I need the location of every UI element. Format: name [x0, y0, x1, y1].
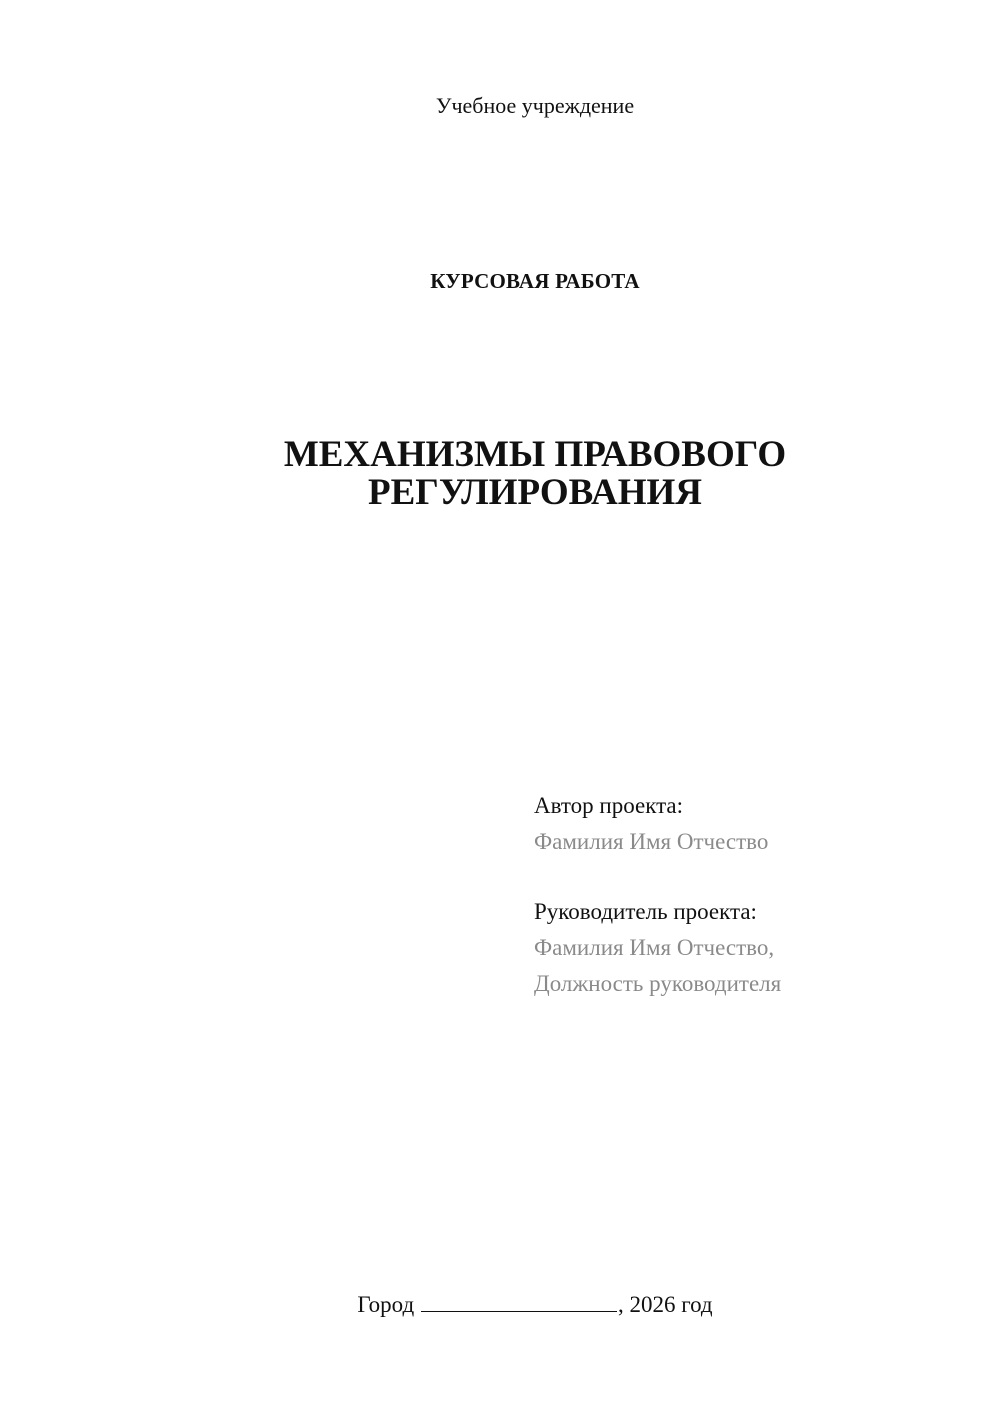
institution-name: Учебное учреждение	[435, 93, 635, 118]
work-type-heading: КУРСОВАЯ РАБОТА	[430, 269, 640, 293]
title-line-2: РЕГУЛИРОВАНИЯ	[368, 472, 702, 513]
year-label: , 2026 год	[617, 1292, 713, 1317]
city-label: Город	[357, 1292, 415, 1317]
city-blank-line	[421, 1289, 617, 1312]
author-label: Автор проекта:	[534, 793, 683, 818]
title-line-1: МЕХАНИЗМЫ ПРАВОВОГО	[283, 434, 787, 475]
credits-block	[534, 788, 781, 1002]
document-title	[0, 436, 1000, 512]
credits-spacer	[534, 860, 781, 894]
supervisor-position: Должность руководителя	[534, 971, 782, 996]
supervisor-label: Руководитель проекта:	[534, 899, 757, 924]
supervisor-name: Фамилия Имя Отчество,	[534, 935, 775, 960]
footer-city-year	[0, 1289, 1000, 1320]
author-name: Фамилия Имя Отчество	[534, 829, 769, 854]
